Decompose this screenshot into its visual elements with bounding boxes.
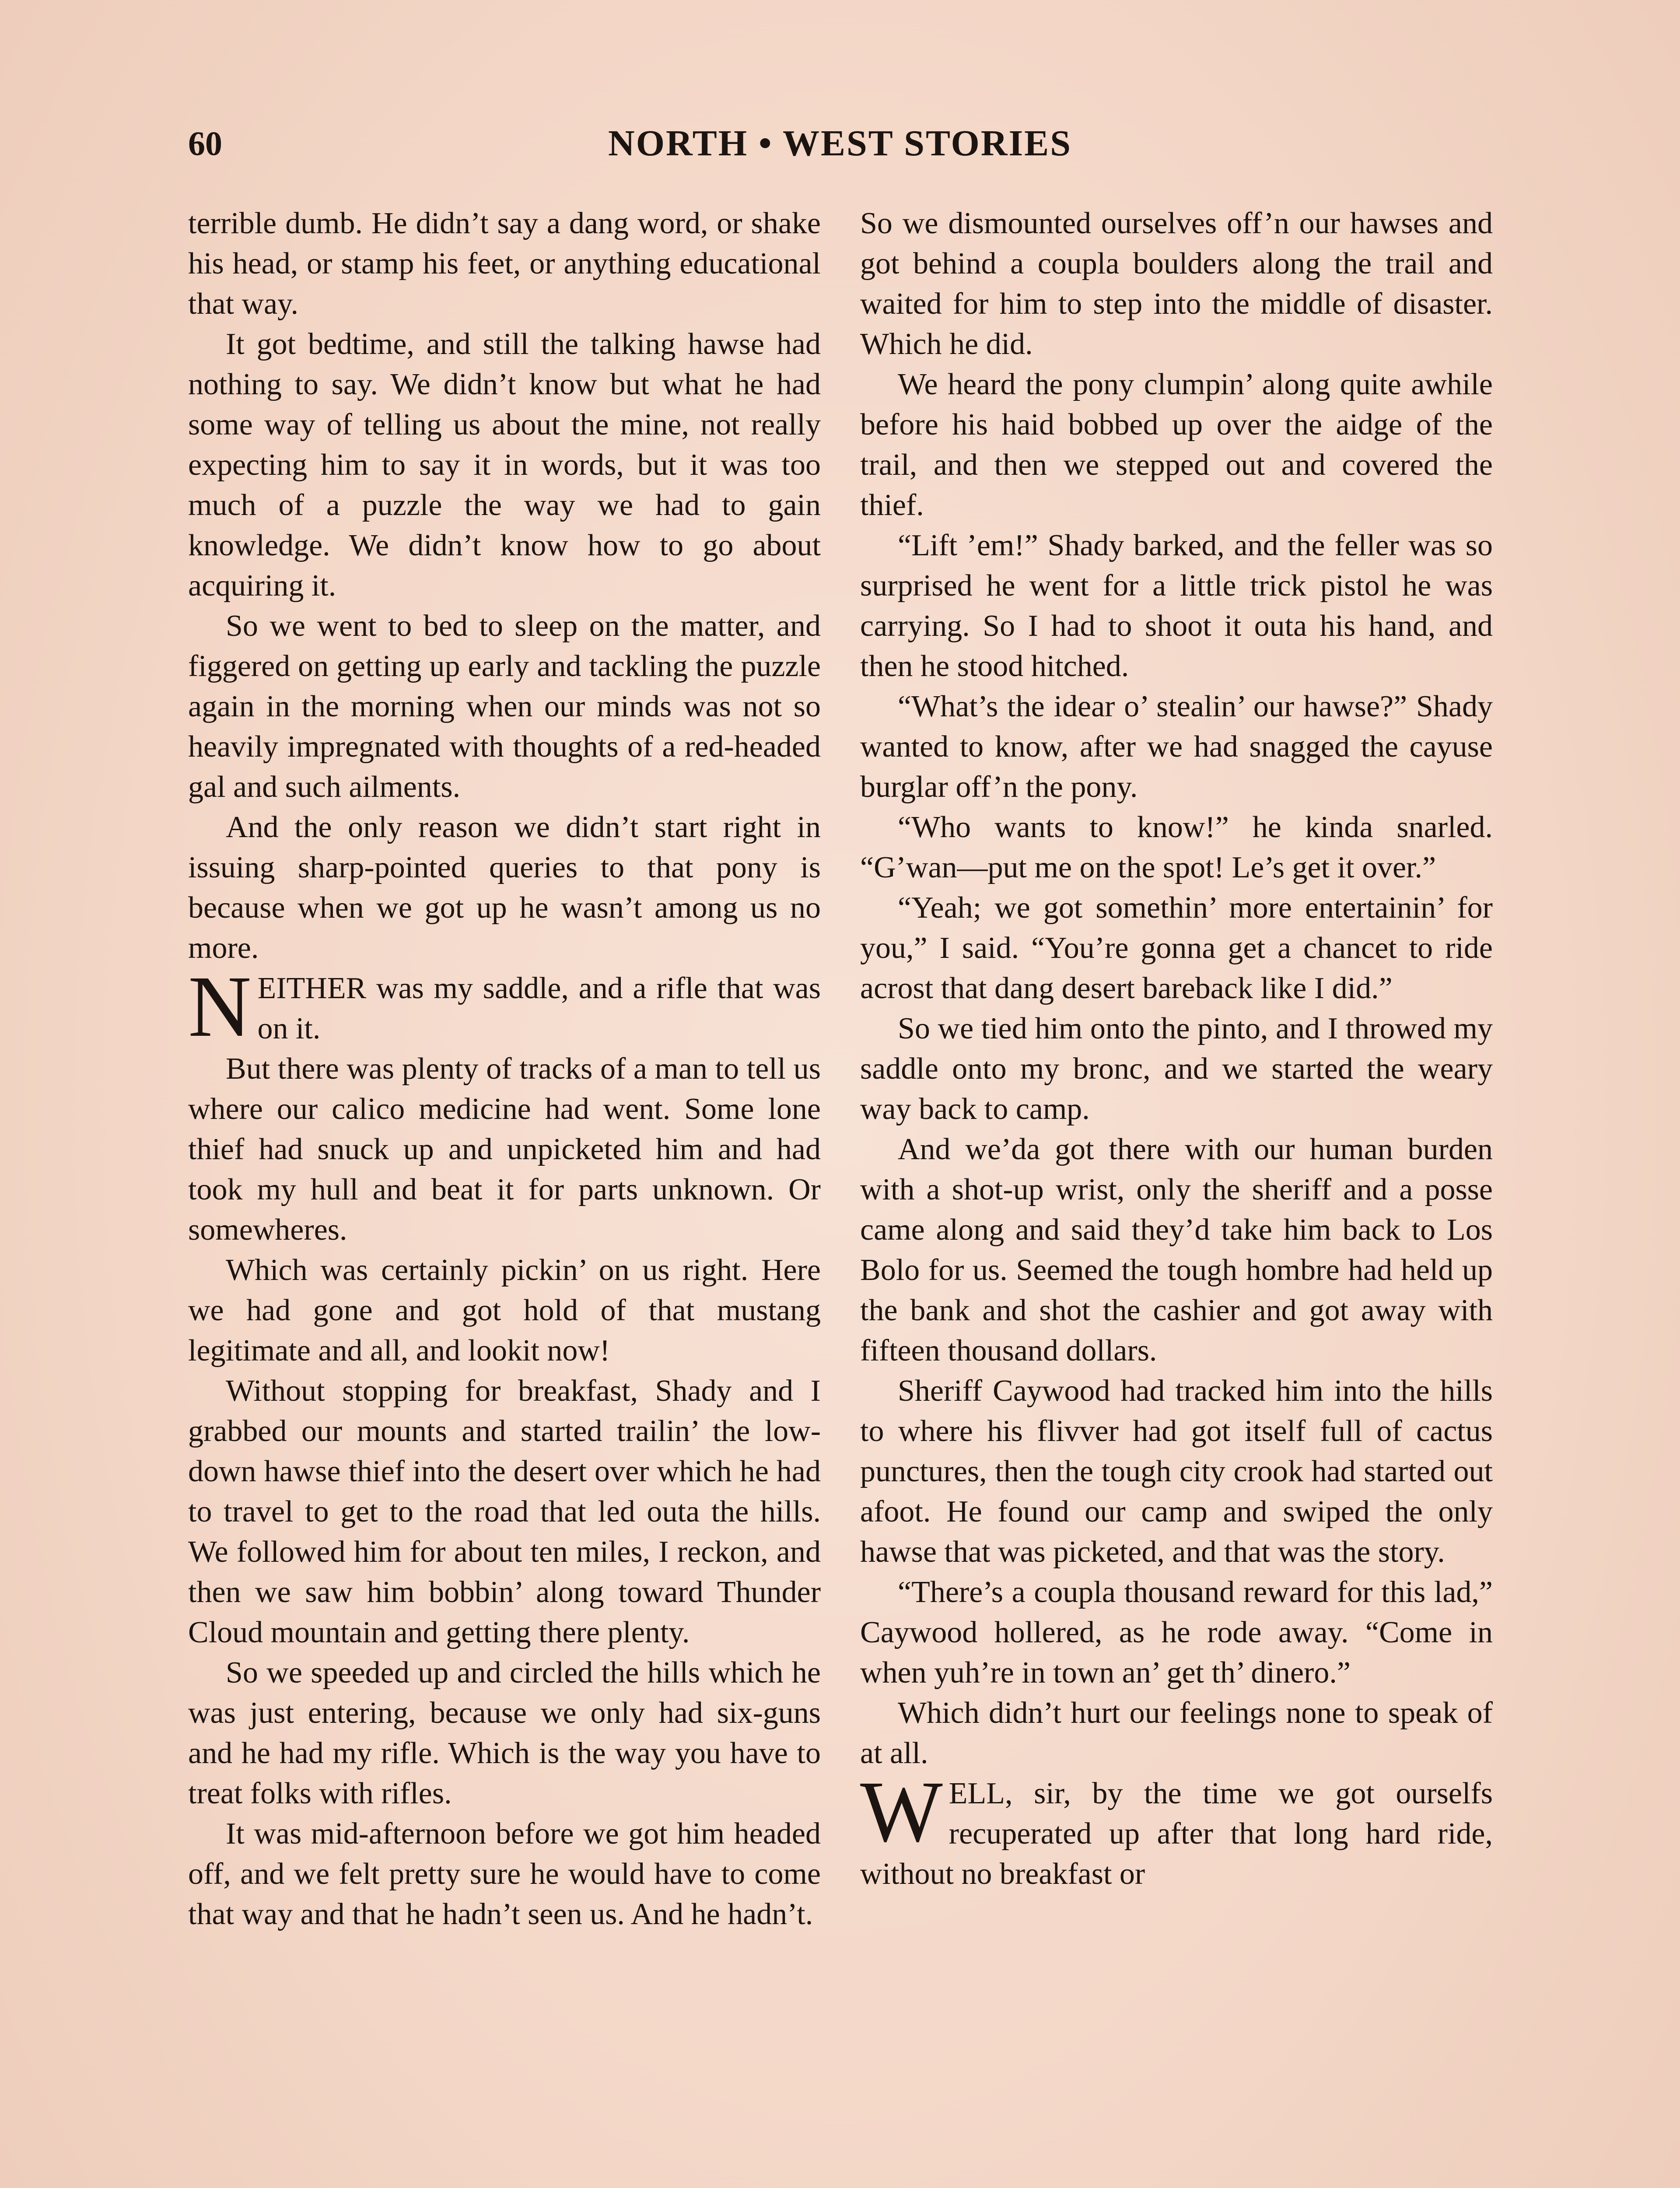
section-opening-text: ELL, sir, by the time we got ourselfs recuperated up after that long hard ride, without no breakfast or	[860, 1777, 1493, 1891]
right-column	[860, 203, 1493, 1894]
paragraph: It was mid-afternoon before we got him headed off, and we felt pretty sure he would have to come that way and that he hadn’t seen us. And he hadn’t.	[188, 1817, 821, 1931]
paragraph: So we tied him onto the pinto, and I throwed my saddle onto my bronc, and we started the weary way back to camp.	[860, 1012, 1493, 1126]
paragraph: “Who wants to know!” he kinda snarled. “G’wan—put me on the spot! Le’s get it over.”	[860, 810, 1493, 884]
drop-cap: N	[188, 958, 252, 1055]
paragraph: Sheriff Caywood had tracked him into the hills to where his flivver had got itself full of cactus punctures, then the tough city crook had started out afoot. He found our camp and swiped the only hawse that was picketed, and that was the story.	[860, 1374, 1493, 1569]
paragraph: And we’da got there with our human burden with a shot-up wrist, only the sheriff and a posse came along and said they’d take him back to Los Bolo for us. Seemed the tough hombre had held up the bank and shot the cashier and got away with fifteen thousand dollars.	[860, 1133, 1493, 1368]
section-opening-text: EITHER was my saddle, and a rifle that was on it.	[257, 971, 821, 1045]
page-number: 60	[188, 124, 222, 162]
paragraph: Which was certainly pickin’ on us right. Here we had gone and got hold of that mustang legitimate and all, and lookit now!	[188, 1253, 821, 1368]
paragraph: So we speeded up and circled the hills which he was just entering, because we only had six-guns and he had my rifle. Which is the way you have to treat folks with rifles.	[188, 1656, 821, 1810]
paragraph: We heard the pony clumpin’ along quite awhile before his haid bobbed up over the aidge of the trail, and then we stepped out and covered the thief.	[860, 368, 1493, 522]
paragraph: “Yeah; we got somethin’ more entertainin’ for you,” I said. “You’re gonna get a chancet to ride acrost that dang desert bareback like I did.”	[860, 891, 1493, 1005]
paragraph: “What’s the idear o’ stealin’ our hawse?” Shady wanted to know, after we had snagged the cayuse burglar off’n the pony.	[860, 690, 1493, 804]
paragraph: terrible dumb. He didn’t say a dang word, or shake his head, or stamp his feet, or anything educational that way.	[188, 207, 821, 321]
page-header	[188, 117, 1492, 170]
section-opening-paragraph	[860, 1764, 1493, 1894]
paragraph: “There’s a coupla thousand reward for this lad,” Caywood hollered, as he rode away. “Come in when yuh’re in town an’ get th’ dinero.”	[860, 1575, 1493, 1690]
section-opening-paragraph	[188, 958, 821, 1055]
paragraph: So we went to bed to sleep on the matter, and figgered on getting up early and tackling the puzzle again in the morning when our minds was not so heavily impregnated with thoughts of a red-headed gal and such ailments.	[188, 609, 821, 804]
paragraph: Without stopping for breakfast, Shady and I grabbed our mounts and started trailin’ the low-down hawse thief into the desert over which he had to travel to get to the road that led outa the hills. We followed him for about ten miles, I reckon, and then we saw him bobbin’ along toward Thunder Cloud mountain and getting there plenty.	[188, 1374, 821, 1649]
paragraph: Which didn’t hurt our feelings none to speak of at all.	[860, 1696, 1493, 1770]
paragraph: So we dismounted ourselves off’n our hawses and got behind a coupla boulders along the trail and waited for him to step into the middle of disaster. Which he did.	[860, 207, 1493, 361]
left-column	[188, 203, 821, 1935]
paragraph: It got bedtime, and still the talking hawse had nothing to say. We didn’t know but what he had some way of telling us about the mine, not really expecting him to say it in words, but it was too much of a puzzle the way we had to gain knowledge. We didn’t know how to go about acquiring it.	[188, 327, 821, 603]
paragraph: “Lift ’em!” Shady barked, and the feller was so surprised he went for a little trick pistol he was carrying. So I had to shoot it outa his hand, and then he stood hitched.	[860, 529, 1493, 683]
drop-cap: W	[860, 1764, 943, 1860]
running-head: NORTH • WEST STORIES	[608, 123, 1072, 164]
paragraph: But there was plenty of tracks of a man to tell us where our calico medicine had went. Some lone thief had snuck up and unpicketed him and had took my hull and beat it for parts unknown. Or somewheres.	[188, 1052, 821, 1247]
paragraph: And the only reason we didn’t start right in issuing sharp-pointed queries to that pony is because when we got up he wasn’t among us no more.	[188, 810, 821, 965]
